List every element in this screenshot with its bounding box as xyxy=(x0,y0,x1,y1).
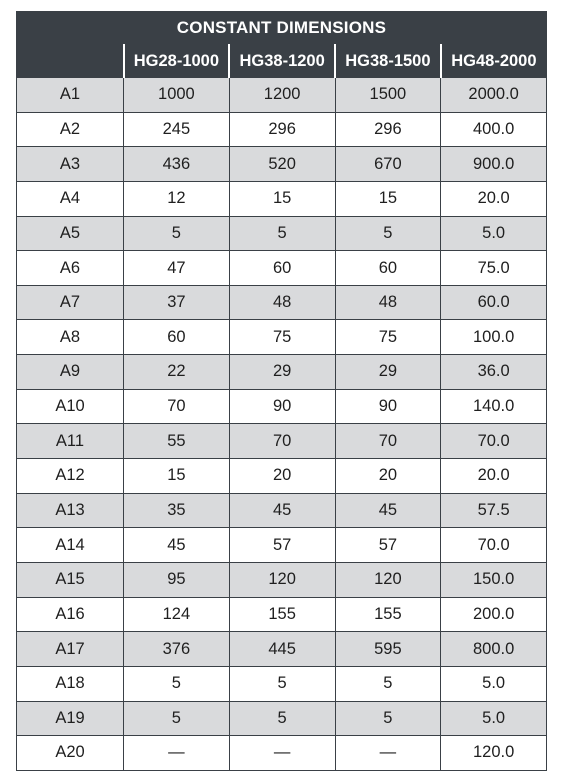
value-cell: 5.0 xyxy=(441,216,547,251)
value-cell: 57 xyxy=(335,528,441,563)
column-header-row xyxy=(17,45,547,78)
value-cell: 15 xyxy=(335,181,441,216)
value-cell: 296 xyxy=(229,112,335,147)
value-cell: 75 xyxy=(335,320,441,355)
value-cell: 20 xyxy=(335,459,441,494)
value-cell: 800.0 xyxy=(441,632,547,667)
constant-dimensions-table xyxy=(16,11,547,771)
value-cell: 70 xyxy=(229,424,335,459)
table-row xyxy=(17,459,547,494)
value-cell: 5 xyxy=(124,701,230,736)
value-cell: 1000 xyxy=(124,78,230,113)
row-label-cell: A1 xyxy=(17,78,124,113)
value-cell: 29 xyxy=(229,355,335,390)
value-cell: 5 xyxy=(335,666,441,701)
value-cell: 5 xyxy=(124,216,230,251)
corner-header-cell xyxy=(17,45,124,78)
value-cell: 376 xyxy=(124,632,230,667)
value-cell: 245 xyxy=(124,112,230,147)
value-cell: 35 xyxy=(124,493,230,528)
table-row xyxy=(17,181,547,216)
value-cell: 48 xyxy=(335,285,441,320)
table-row xyxy=(17,389,547,424)
table-row xyxy=(17,632,547,667)
table-row xyxy=(17,78,547,113)
value-cell: — xyxy=(124,736,230,771)
value-cell: 150.0 xyxy=(441,562,547,597)
row-label-cell: A17 xyxy=(17,632,124,667)
value-cell: 520 xyxy=(229,147,335,182)
value-cell: 70 xyxy=(124,389,230,424)
table-row xyxy=(17,320,547,355)
table-body xyxy=(17,78,547,771)
row-label-cell: A10 xyxy=(17,389,124,424)
value-cell: 55 xyxy=(124,424,230,459)
table-row xyxy=(17,112,547,147)
value-cell: 75.0 xyxy=(441,251,547,286)
value-cell: 1200 xyxy=(229,78,335,113)
value-cell: 155 xyxy=(229,597,335,632)
value-cell: 15 xyxy=(229,181,335,216)
value-cell: 5 xyxy=(335,701,441,736)
table-row xyxy=(17,597,547,632)
table-row xyxy=(17,528,547,563)
table-row xyxy=(17,216,547,251)
row-label-cell: A14 xyxy=(17,528,124,563)
value-cell: 1500 xyxy=(335,78,441,113)
value-cell: 670 xyxy=(335,147,441,182)
value-cell: 20.0 xyxy=(441,181,547,216)
column-header: HG48-2000 xyxy=(441,45,547,78)
column-header: HG38-1500 xyxy=(335,45,441,78)
value-cell: 45 xyxy=(335,493,441,528)
value-cell: 70 xyxy=(335,424,441,459)
value-cell: 57 xyxy=(229,528,335,563)
table-row xyxy=(17,251,547,286)
row-label-cell: A8 xyxy=(17,320,124,355)
table-row xyxy=(17,355,547,390)
value-cell: — xyxy=(229,736,335,771)
table-row xyxy=(17,285,547,320)
value-cell: 29 xyxy=(335,355,441,390)
table-row xyxy=(17,701,547,736)
table-row xyxy=(17,424,547,459)
value-cell: 75 xyxy=(229,320,335,355)
value-cell: 155 xyxy=(335,597,441,632)
value-cell: 90 xyxy=(335,389,441,424)
value-cell: 120 xyxy=(229,562,335,597)
value-cell: 15 xyxy=(124,459,230,494)
value-cell: 48 xyxy=(229,285,335,320)
value-cell: 2000.0 xyxy=(441,78,547,113)
table-header xyxy=(17,12,547,78)
value-cell: 37 xyxy=(124,285,230,320)
row-label-cell: A11 xyxy=(17,424,124,459)
row-label-cell: A2 xyxy=(17,112,124,147)
table-row xyxy=(17,736,547,771)
row-label-cell: A20 xyxy=(17,736,124,771)
column-header: HG38-1200 xyxy=(229,45,335,78)
table-row xyxy=(17,562,547,597)
row-label-cell: A13 xyxy=(17,493,124,528)
value-cell: 90 xyxy=(229,389,335,424)
value-cell: 200.0 xyxy=(441,597,547,632)
value-cell: 47 xyxy=(124,251,230,286)
value-cell: 5.0 xyxy=(441,701,547,736)
value-cell: 60 xyxy=(229,251,335,286)
row-label-cell: A6 xyxy=(17,251,124,286)
value-cell: 5 xyxy=(229,701,335,736)
table-title: CONSTANT DIMENSIONS xyxy=(17,12,547,45)
table-row xyxy=(17,666,547,701)
title-row xyxy=(17,12,547,45)
value-cell: 70.0 xyxy=(441,424,547,459)
row-label-cell: A4 xyxy=(17,181,124,216)
value-cell: 296 xyxy=(335,112,441,147)
row-label-cell: A19 xyxy=(17,701,124,736)
table-row xyxy=(17,147,547,182)
value-cell: — xyxy=(335,736,441,771)
value-cell: 20 xyxy=(229,459,335,494)
value-cell: 445 xyxy=(229,632,335,667)
value-cell: 436 xyxy=(124,147,230,182)
row-label-cell: A3 xyxy=(17,147,124,182)
table-row xyxy=(17,493,547,528)
value-cell: 12 xyxy=(124,181,230,216)
value-cell: 20.0 xyxy=(441,459,547,494)
value-cell: 595 xyxy=(335,632,441,667)
value-cell: 5 xyxy=(229,666,335,701)
row-label-cell: A9 xyxy=(17,355,124,390)
row-label-cell: A7 xyxy=(17,285,124,320)
value-cell: 60 xyxy=(335,251,441,286)
row-label-cell: A16 xyxy=(17,597,124,632)
value-cell: 400.0 xyxy=(441,112,547,147)
value-cell: 100.0 xyxy=(441,320,547,355)
row-label-cell: A5 xyxy=(17,216,124,251)
value-cell: 120.0 xyxy=(441,736,547,771)
row-label-cell: A12 xyxy=(17,459,124,494)
value-cell: 60.0 xyxy=(441,285,547,320)
value-cell: 900.0 xyxy=(441,147,547,182)
row-label-cell: A15 xyxy=(17,562,124,597)
value-cell: 60 xyxy=(124,320,230,355)
value-cell: 124 xyxy=(124,597,230,632)
value-cell: 36.0 xyxy=(441,355,547,390)
value-cell: 45 xyxy=(124,528,230,563)
value-cell: 5 xyxy=(335,216,441,251)
value-cell: 22 xyxy=(124,355,230,390)
value-cell: 45 xyxy=(229,493,335,528)
value-cell: 5 xyxy=(124,666,230,701)
row-label-cell: A18 xyxy=(17,666,124,701)
value-cell: 140.0 xyxy=(441,389,547,424)
value-cell: 120 xyxy=(335,562,441,597)
value-cell: 57.5 xyxy=(441,493,547,528)
value-cell: 5 xyxy=(229,216,335,251)
column-header: HG28-1000 xyxy=(124,45,230,78)
value-cell: 95 xyxy=(124,562,230,597)
value-cell: 70.0 xyxy=(441,528,547,563)
value-cell: 5.0 xyxy=(441,666,547,701)
